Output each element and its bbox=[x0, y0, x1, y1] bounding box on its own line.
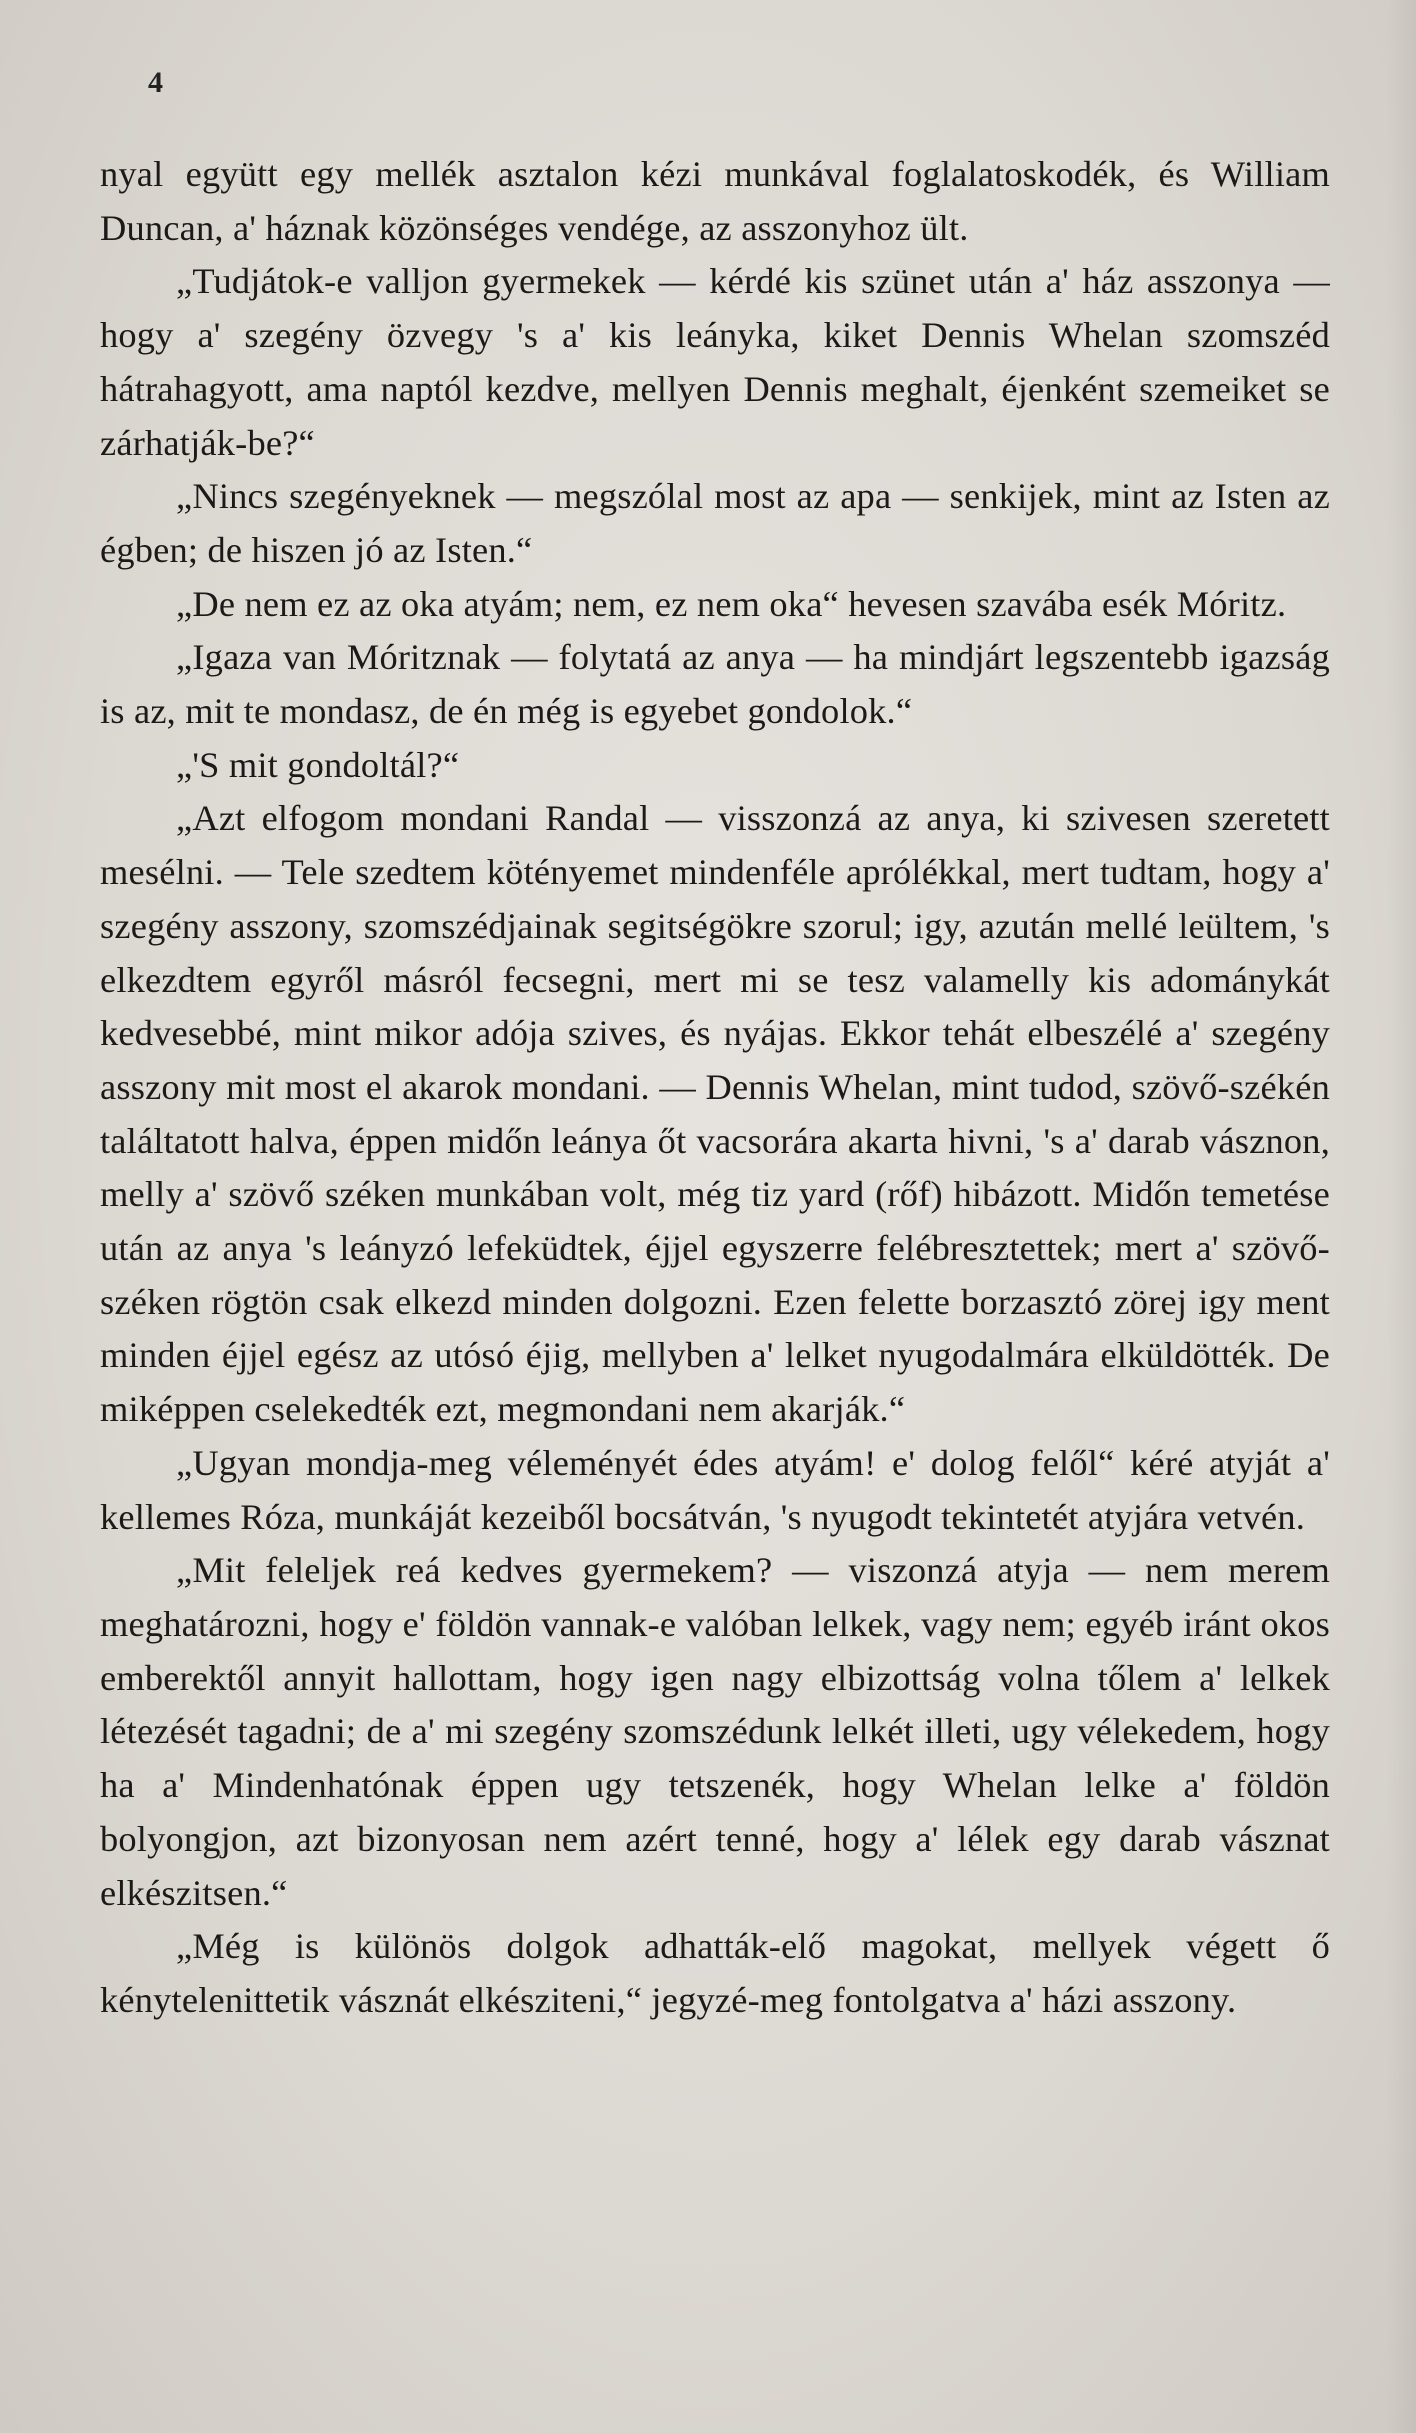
page-number: 4 bbox=[148, 66, 163, 99]
paragraph: „'S mit gondoltál?“ bbox=[176, 744, 460, 785]
page-edge-shadow bbox=[1386, 0, 1416, 2433]
paragraph: „De nem ez az oka atyám; nem, ez nem oka“ hevesen szavába esék Móritz. bbox=[176, 583, 1287, 624]
paragraph: „Még is különös dolgok adhatták-elő magokat, mellyek végett ő kénytelenittetik vásznát elkésziteni,“ jegyzé-meg fontolgatva a' házi asszony. bbox=[100, 1926, 1330, 2020]
paragraph: nyal együtt egy mellék asztalon kézi munkával foglalatoskodék, és William Duncan, a' háznak közönséges vendége, az asszonyhoz ült. bbox=[100, 154, 1330, 248]
paragraph: „Ugyan mondja-meg véleményét édes atyám! e' dolog felől“ kéré atyját a' kellemes Róza, munkáját kezeiből bocsátván, 's nyugodt tekintetét atyjára vetvén. bbox=[100, 1442, 1330, 1537]
paragraph: „Nincs szegényeknek — megszólal most az apa — senkijek, mint az Isten az égben; de hiszen jó az Isten.“ bbox=[100, 476, 1330, 570]
paragraph: „Mit feleljek reá kedves gyermekem? — viszonzá atyja — nem merem meghatározni, hogy e' földön vannak-e valóban lelkek, vagy nem; egyéb iránt okos emberektől annyit hallottam, hogy igen nagy elbizottság volna tőlem a' lelkek létezését tagadni; de a' mi szegény szomszédunk lelkét illeti, ugy vélekedem, hogy ha a' Mindenhatónak éppen ugy tetszenék, hogy Whelan lelke a' földön bolyongjon, azt bizonyosan nem azért tenné, hogy a' lélek egy darab vásznat elkészitsen.“ bbox=[100, 1550, 1330, 1913]
paragraph: „Igaza van Móritznak — folytatá az anya — ha mindjárt legszentebb igazság is az, mit te mondasz, de én még is egyebet gondolok.“ bbox=[100, 637, 1330, 732]
paragraph: „Azt elfogom mondani Randal — visszonzá az anya, ki szivesen szeretett mesélni. — Tele szedtem kötényemet mindenféle aprólékkal, mert tudtam, hogy a' szegény asszony, szomszédjainak segitségökre szorul; igy, azután mellé leültem, 's elkezdtem egyről másról fecsegni, mert mi se tesz valamelly kis adománykát kedvesebbé, mint mikor adója szives, és nyájas. Ekkor tehát elbeszélé a' szegény asszony mit most el akarok mondani. — Dennis Whelan, mint tudod, szövő-székén találtatott halva, éppen midőn leánya őt vacsorára akarta hivni, 's a' darab vásznon, melly a' szövő széken munkában volt, még tiz yard (rőf) hibázott. Midőn temetése után az anya 's leányzó lefeküdtek, éjjel egyszerre felébresztettek; mert a' szövő-széken rögtön csak elkezd minden dolgozni. Ezen felette borzasztó zörej igy ment minden éjjel egész az utósó éjig, mellyben a' lelket nyugodalmára elküldötték. De miképpen cselekedték ezt, megmondani nem akarják.“ bbox=[100, 798, 1330, 1430]
body-text bbox=[100, 148, 1330, 2028]
paragraph: „Tudjátok-e valljon gyermekek — kérdé kis szünet után a' ház asszonya — hogy a' szegény özvegy 's a' kis leányka, kiket Dennis Whelan szomszéd hátrahagyott, ama naptól kezdve, mellyen Dennis meghalt, éjenként szemeiket se zárhatják-be?“ bbox=[100, 261, 1330, 463]
